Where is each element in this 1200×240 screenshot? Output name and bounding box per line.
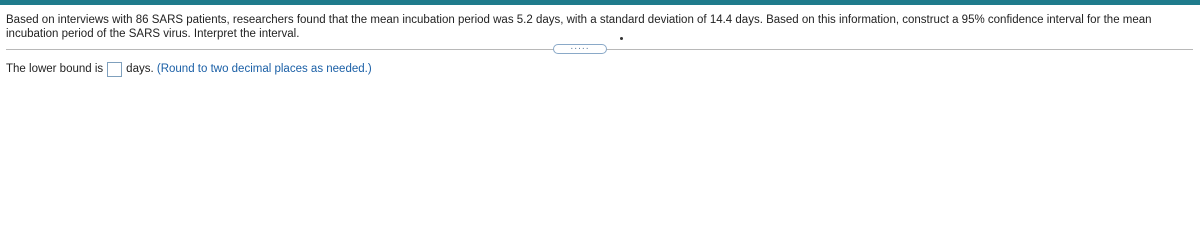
cursor-dot (620, 37, 623, 40)
expand-toggle-button[interactable] (553, 44, 607, 54)
lower-bound-input[interactable] (107, 62, 122, 77)
answer-row (6, 60, 372, 78)
answer-unit-label: days. (126, 63, 154, 75)
more-dots-icon: ..... (570, 42, 590, 52)
question-text: Based on interviews with 86 SARS patients, researchers found that the mean incubation period was 5.2 days, with a standard deviation of 14.4 days. Based on this information, construct a 95% confidence interval for the mean incubation period of the SARS virus. Interpret the interval. (6, 14, 1152, 40)
header-accent-bar (0, 0, 1200, 5)
answer-prefix-label: The lower bound is (6, 63, 104, 75)
rounding-hint: (Round to two decimal places as needed.) (156, 63, 372, 75)
